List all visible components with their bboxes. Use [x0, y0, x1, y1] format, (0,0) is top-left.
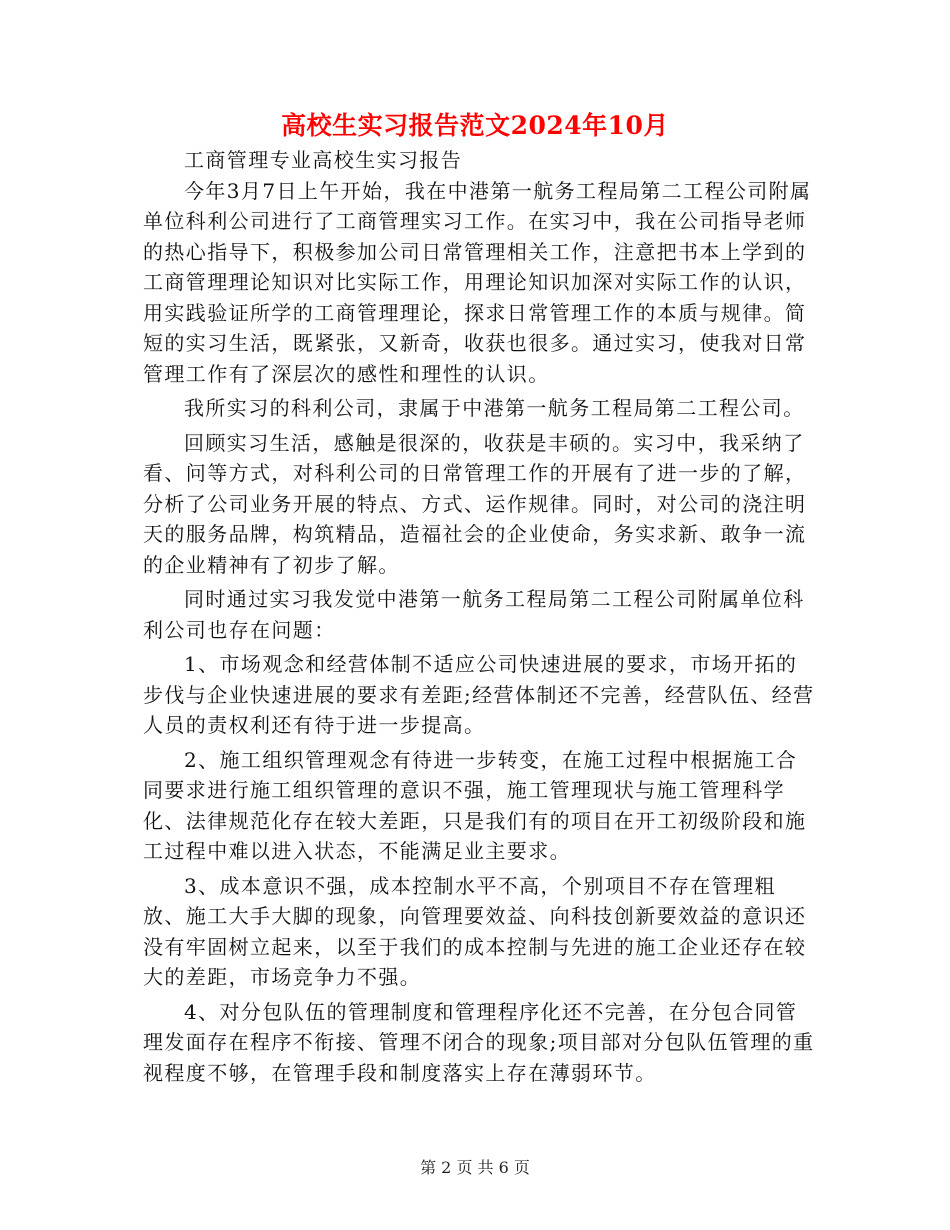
- document-title: 高校生实习报告范文2024年10月: [281, 111, 669, 140]
- paragraph: 同时通过实习我发觉中港第一航务工程局第二工程公司附属单位科利公司也存在问题：: [143, 587, 805, 642]
- document-subtitle: 工商管理专业高校生实习报告: [184, 148, 463, 172]
- paragraph: 我所实习的科利公司，隶属于中港第一航务工程局第二工程公司。: [184, 396, 805, 420]
- paragraph: 4、对分包队伍的管理制度和管理程序化还不完善，在分包合同管理发面存在程序不衔接、管理不闭合的现象;项目部对分包队伍管理的重视程度不够，在管理手段和制度落实上存在薄弱环节。: [143, 999, 815, 1085]
- paragraph: 今年3月7日上午开始，我在中港第一航务工程局第二工程公司附属单位科利公司进行了工商管理实习工作。在实习中，我在公司指导老师的热心指导下，积极参加公司日常管理相关工作，注意把书本上学到的工商管理理论知识对比实际工作，用理论知识加深对实际工作的认识，用实践验证所学的工商管理理论，探求日常管理工作的本质与规律。简短的实习生活，既紧张，又新奇，收获也很多。通过实习，使我对日常管理工作有了深层次的感性和理性的认识。: [143, 178, 812, 386]
- paragraph: 回顾实习生活，感触是很深的，收获是丰硕的。实习中，我采纳了看、问等方式，对科利公司的日常管理工作的开展有了进一步的了解，分析了公司业务开展的特点、方式、运作规律。同时，对公司的浇注明天的服务品牌，构筑精品，造福社会的企业使命，务实求新、敢争一流的企业精神有了初步了解。: [143, 430, 807, 577]
- document-body: [143, 145, 815, 1088]
- paragraph: 1、市场观念和经营体制不适应公司快速进展的要求，市场开拓的步伐与企业快速进展的要求有差距;经营体制还不完善，经营队伍、经营人员的责权利还有待于进一步提高。: [143, 652, 815, 737]
- paragraph: 2、施工组织管理观念有待进一步转变，在施工过程中根据施工合同要求进行施工组织管理的意识不强，施工管理现状与施工管理科学化、法律规范化存在较大差距，只是我们有的项目在开工初级阶段和施工过程中难以进入状态，不能满足业主要求。: [143, 747, 807, 863]
- paragraph: 3、成本意识不强，成本控制水平不高，个别项目不存在管理粗放、施工大手大脚的现象，向管理要效益、向科技创新要效益的意识还没有牢固树立起来，以至于我们的成本控制与先进的施工企业还存在较大的差距，市场竞争力不强。: [143, 873, 807, 989]
- page-number: 第 2 页 共 6 页: [420, 1158, 530, 1177]
